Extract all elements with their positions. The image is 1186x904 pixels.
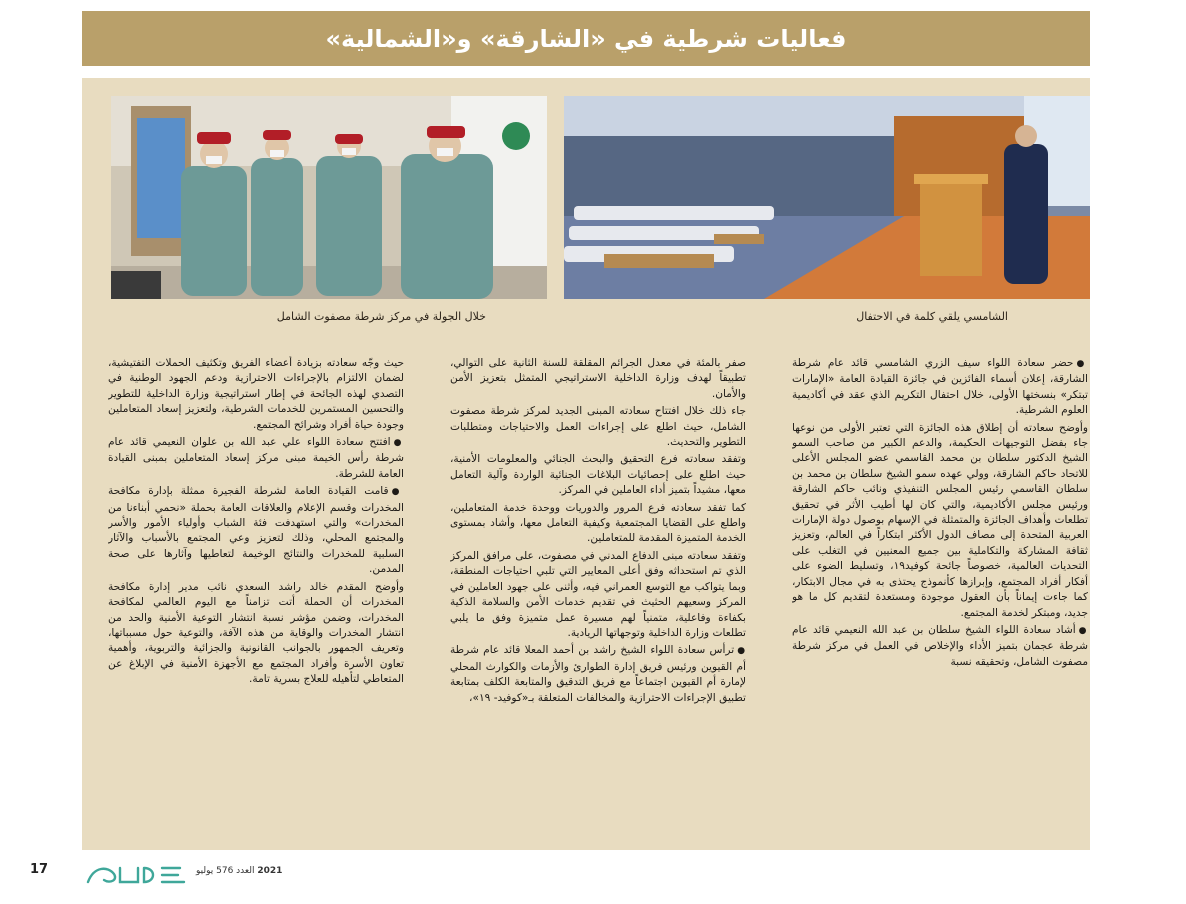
tour-photo <box>111 96 547 299</box>
article-column-1 <box>792 356 1088 836</box>
page-title: فعاليات شرطية في «الشارقة» و«الشمالية» <box>325 24 847 53</box>
article-column-3 <box>108 356 404 836</box>
paragraph: وأوضح سعادته أن إطلاق هذه الجائزة التي تعتبر الأولى من نوعها جاء بفضل التوجيهات الحكيمة، والدعم الكبير من صاحب السمو الشيخ الدكتور سلطان بن محمد القاسمي عضو المجلس الأعلى للاتحاد حاكم الشارقة، وولي عهده سمو الشيخ سلطان بن محمد بن سلطان القاسمي رئيس المجلس التنفيذي ونائب حاكم الشارقة ورئيس مجلس الأكاديمية، والتي كان لها أطيب الأثر في تحقيق تطلعات وأهداف الجائزة والمتمثلة في الإسهام بوصول دولة الإمارات العربية المتحدة إلى مصاف الدول الأكثر ابتكاراً في العالم، وتعزيز ثقافة المشاركة والتكاملية بين جميع المعنيين في التغلب على التحديات العالمية، خصوصاً جائحة كوفيد١٩، وتسليط الضوء على أفكار أفراد المجتمع، وإبرازها كأنموذج يحتذى به في مجال الابتكار، كما جاءت إيماناً بأن العقول موجودة ومستعدة لتقديم كل ما هو جديد، ومبتكر لخدمة المجتمع. <box>792 421 1088 619</box>
page-number: 17 <box>30 862 49 877</box>
article-panel <box>82 78 1090 850</box>
paragraph: ●حضر سعادة اللواء سيف الزري الشامسي قائد عام شرطة الشارقة، إعلان أسماء الفائزين في جائزة القيادة العامة «الإمارات تبتكر» بنسختها الأولى، خلال احتفال التكريم الذي عقد في أكاديمية العلوم الشرطية. <box>792 357 1088 417</box>
paragraph: ●افتتح سعادة اللواء علي عبد الله بن علوان النعيمي قائد عام شرطة رأس الخيمة مبنى مركز إسعاد المتعاملين بمبنى القيادة العامة للشرطة. <box>108 436 404 480</box>
paragraph: ●ترأس سعادة اللواء الشيخ راشد بن أحمد المعلا قائد عام شرطة أم القيوين ورئيس فريق إدارة الطوارئ والأزمات والكوارث المحلي لإمارة أم القيوين اجتماعاً مع فريق التدقيق والمتابعة الكلف بمتابعة تطبيق الإجراءات الاحترازية والمخالفات المتعلقة بـ«كوفيد- ١٩»، <box>450 644 746 704</box>
title-bar <box>82 11 1090 66</box>
article-columns <box>108 356 1088 836</box>
paragraph: ●أشاد سعادة اللواء الشيخ سلطان بن عبد الله النعيمي قائد عام شرطة عجمان بتميز الأداء والإخلاص في العمل في مركز شرطة مصفوت الشامل، وتحقيقه نسبة <box>792 623 1088 668</box>
issue-info: 2021 العدد 576 يوليو <box>196 866 283 876</box>
tour-caption: خلال الجولة في مركز شرطة مصفوت الشامل <box>276 310 486 323</box>
paragraph: ●قامت القيادة العامة لشرطة الفجيرة ممثلة بإدارة مكافحة المخدرات وقسم الإعلام والعلاقات العامة بحملة «نحمي أبناءنا من المخدرات» والتي استهدفت فئة الشباب وأولياء الأمور والأسر والمجتمع المحلي، وذلك لتعزيز وعي المجتمع بالأسباب والآثار السلبية للمخدرات والنتائج الوخيمة لتعاطيها وآثارها على صحة المدمن. <box>108 485 404 576</box>
paragraph: جاء ذلك خلال افتتاح سعادته المبنى الجديد لمركز شرطة مصفوت الشامل، حيث اطلع على إجراءات العمل والاحتياجات ومتطلبات التطوير والتحديث. <box>450 405 746 449</box>
bullet-icon: ● <box>391 487 404 498</box>
paragraph: وتفقد سعادته مبنى الدفاع المدني في مصفوت، على مرافق المركز الذي تم استحداثه وفق أعلى المعايير التي تلبي احتياجات المنطقة، وبما يتواكب مع التوسع العمراني فيه، وأثنى على جهود العاملين في المركز وسعيهم الحثيث في تقديم خدمات الأمن والسلامة الذكية بكفاءة وفاعلية، متمنياً لهم مسيرة عمل متميزة وفق ما يلبي تطلعات وزارة الداخلية وتوجهاتها الريادية. <box>450 549 746 639</box>
article-column-2 <box>450 356 746 836</box>
bullet-icon: ● <box>1078 625 1088 636</box>
bullet-icon: ● <box>393 438 404 449</box>
magazine-logo <box>84 860 192 888</box>
paragraph: كما تفقد سعادته فرع المرور والدوريات ووحدة خدمة المتعاملين، واطلع على القضايا المجتمعية وكيفية التعامل معها، وأشاد بمستوى الخدمة المتميزة المقدمة للمتعاملين. <box>450 501 746 545</box>
paragraph: صفر بالمئة في معدل الجرائم المقلقة للسنة الثانية على التوالي، تطبيقاً لهدف وزارة الداخلية الاستراتيجي المتمثل بتعزيز الأمن والأمان. <box>450 357 746 400</box>
paragraph: وتفقد سعادته فرع التحقيق والبحث الجنائي والمعلومات الأمنية، حيث اطلع على إحصائيات البلاغات الجنائية الواردة وآلية التعامل معها، مشيداً بتميز أداء العاملين في المركز. <box>450 453 746 497</box>
paragraph: حيث وجّه سعادته بزيادة أعضاء الفريق وتكثيف الحملات التفتيشية، لضمان الالتزام بالإجراءات الاحترازية ودعم الجهود الوطنية في التصدي لهذه الجائحة في إطار استراتيجية وزارة الداخلية للتطوير والتحسين المستمرين للخدمات الشرطية، ولتعزيز إسعاد المتعاملين وجودة حياة أفراد وشرائح المجتمع. <box>108 357 404 431</box>
paragraph: وأوضح المقدم خالد راشد السعدي نائب مدير إدارة مكافحة المخدرات أن الحملة أتت تزامناً مع اليوم العالمي لمكافحة المخدرات، وضمن مؤشر نسبة انتشار التوعية الأمنية والحد من انتشار المخدرات والوقاية من هذه الآفة، والتوعية حول مسبباتها، وتعريف الجمهور بالجوانب القانونية والجزائية والتربوية، وأهمية تعاون الأسرة وأفراد المجتمع مع الأجهزة الأمنية في الإبلاغ عن المتعاطي لتأهيله للعلاج بسرية تامة. <box>108 580 404 686</box>
bullet-icon: ● <box>737 646 746 657</box>
ceremony-caption: الشامسي يلقي كلمة في الاحتفال <box>856 310 1008 323</box>
bullet-icon: ● <box>1076 359 1088 369</box>
ceremony-photo <box>564 96 1090 299</box>
